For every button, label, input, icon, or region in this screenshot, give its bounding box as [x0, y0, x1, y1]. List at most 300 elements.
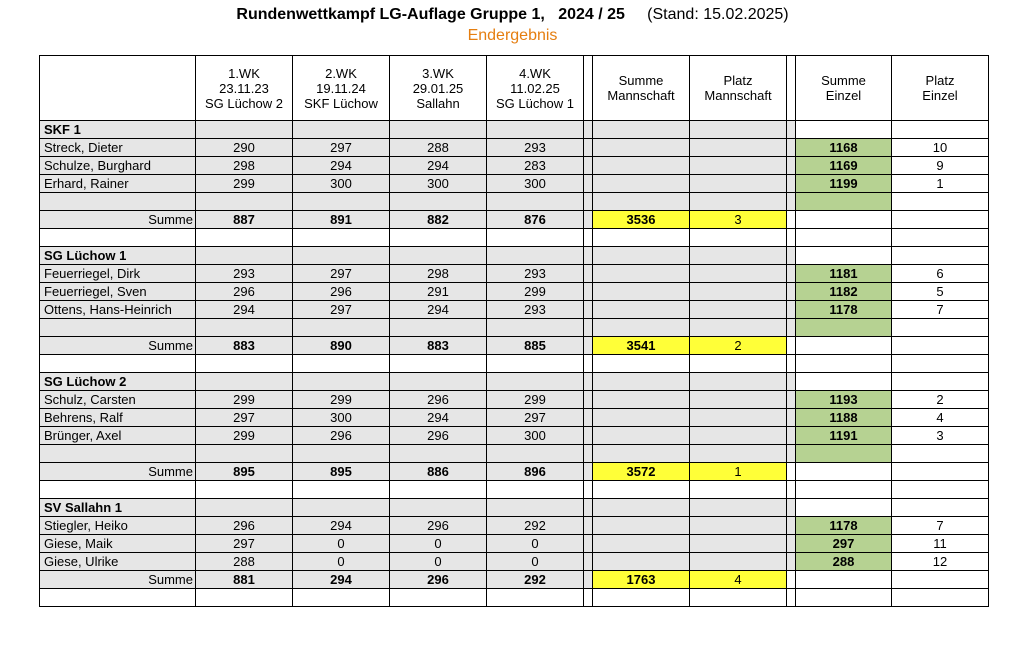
- sum-cell: 895: [293, 463, 390, 481]
- score-cell: 294: [390, 409, 487, 427]
- spacer-cell: [787, 121, 796, 139]
- blank-cell: [796, 481, 892, 499]
- shooter-rank-cell: 4: [892, 409, 989, 427]
- score-cell: 293: [487, 301, 584, 319]
- blank-cell: [390, 229, 487, 247]
- stand-text: (Stand: 15.02.2025): [647, 6, 789, 23]
- team-rank-cell: [690, 373, 787, 391]
- spacer-cell: [787, 265, 796, 283]
- score-cell: 297: [196, 409, 293, 427]
- blank-cell: [293, 229, 390, 247]
- score-cell: 291: [390, 283, 487, 301]
- shooter-name: Erhard, Rainer: [40, 175, 196, 193]
- shooter-rank-cell: 9: [892, 157, 989, 175]
- score-cell: [196, 247, 293, 265]
- score-cell: 298: [390, 265, 487, 283]
- team-total-cell: [593, 427, 690, 445]
- spacer-cell: [584, 319, 593, 337]
- spacer-cell: [787, 571, 796, 589]
- score-cell: 297: [293, 139, 390, 157]
- team-total-cell: [593, 157, 690, 175]
- header-empty-cell: [40, 56, 196, 121]
- shooter-rank-cell: 6: [892, 265, 989, 283]
- blank-cell: [593, 589, 690, 607]
- blank-cell: [390, 589, 487, 607]
- spacer-cell: [584, 499, 593, 517]
- blank-row: [40, 319, 989, 337]
- sum-cell: 882: [390, 211, 487, 229]
- team-rank-cell: [690, 247, 787, 265]
- score-cell: 293: [487, 139, 584, 157]
- spacer-cell: [584, 427, 593, 445]
- team-total-cell: [593, 535, 690, 553]
- team-total-cell: 3572: [593, 463, 690, 481]
- blank-cell: [487, 355, 584, 373]
- header-platz-einzel: Platz Einzel: [892, 56, 989, 121]
- team-header-row: [40, 247, 989, 265]
- score-cell: [196, 121, 293, 139]
- sum-cell: 292: [487, 571, 584, 589]
- spacer-cell: [787, 409, 796, 427]
- team-total-cell: [593, 409, 690, 427]
- team-total-cell: [593, 391, 690, 409]
- shooter-name: Streck, Dieter: [40, 139, 196, 157]
- blank-cell: [690, 229, 787, 247]
- shooter-total-cell: 288: [796, 553, 892, 571]
- blank-cell: [690, 355, 787, 373]
- shooter-total-cell: 1191: [796, 427, 892, 445]
- team-rank-cell: [690, 535, 787, 553]
- header-platz-mannschaft: Platz Mannschaft: [690, 56, 787, 121]
- blank-cell: [796, 571, 892, 589]
- score-cell: 0: [293, 553, 390, 571]
- shooter-row: [40, 517, 989, 535]
- blank-cell: [892, 211, 989, 229]
- team-sum-row: [40, 337, 989, 355]
- blank-cell: [796, 355, 892, 373]
- header-wk-1: 1.WK 23.11.23 SG Lüchow 2: [196, 56, 293, 121]
- blank-cell: [293, 589, 390, 607]
- score-cell: 298: [196, 157, 293, 175]
- score-cell: 296: [390, 391, 487, 409]
- sum-label: Summe: [40, 571, 196, 589]
- blank-cell: [892, 481, 989, 499]
- sum-cell: 883: [390, 337, 487, 355]
- shooter-name: Feuerriegel, Sven: [40, 283, 196, 301]
- team-rank-cell: [690, 427, 787, 445]
- score-cell: [487, 499, 584, 517]
- sum-cell: 886: [390, 463, 487, 481]
- spacer-cell: [584, 175, 593, 193]
- shooter-name: Feuerriegel, Dirk: [40, 265, 196, 283]
- team-rank-cell: 2: [690, 337, 787, 355]
- spacer-cell: [584, 157, 593, 175]
- blank-cell: [796, 337, 892, 355]
- score-cell: 294: [390, 157, 487, 175]
- shooter-rank-cell: 2: [892, 391, 989, 409]
- shooter-total-cell: 1168: [796, 139, 892, 157]
- sum-cell: 881: [196, 571, 293, 589]
- shooter-row: [40, 175, 989, 193]
- sum-cell: 296: [390, 571, 487, 589]
- spacer-cell: [787, 499, 796, 517]
- score-cell: 296: [196, 517, 293, 535]
- spacer-cell: [787, 193, 796, 211]
- spacer-cell: [584, 553, 593, 571]
- score-cell: 299: [196, 427, 293, 445]
- spacer-cell: [787, 319, 796, 337]
- shooter-rank-cell: 7: [892, 301, 989, 319]
- team-total-cell: [593, 121, 690, 139]
- shooter-total-cell: 1181: [796, 265, 892, 283]
- blank-cell: [390, 355, 487, 373]
- score-cell: 297: [196, 535, 293, 553]
- shooter-rank-cell: 12: [892, 553, 989, 571]
- team-header-row: [40, 499, 989, 517]
- blank-cell: [487, 193, 584, 211]
- team-rank-cell: [690, 517, 787, 535]
- blank-cell: [40, 319, 196, 337]
- spacer-cell: [584, 337, 593, 355]
- team-rank-cell: 1: [690, 463, 787, 481]
- blank-cell: [293, 193, 390, 211]
- score-cell: 296: [196, 283, 293, 301]
- blank-cell: [690, 589, 787, 607]
- blank-cell: [487, 589, 584, 607]
- score-cell: 294: [196, 301, 293, 319]
- score-cell: 0: [293, 535, 390, 553]
- spacer-cell: [787, 373, 796, 391]
- score-cell: 300: [487, 175, 584, 193]
- team-rank-cell: [690, 391, 787, 409]
- spacer-cell: [584, 265, 593, 283]
- score-cell: 299: [196, 175, 293, 193]
- score-cell: 288: [196, 553, 293, 571]
- team-total-cell: 3536: [593, 211, 690, 229]
- score-cell: [390, 247, 487, 265]
- spacer-cell: [787, 427, 796, 445]
- team-rank-cell: [690, 175, 787, 193]
- shooter-rank-cell: 11: [892, 535, 989, 553]
- sum-cell: 895: [196, 463, 293, 481]
- spacer-cell: [584, 373, 593, 391]
- header-spacer: [787, 56, 796, 121]
- team-total-cell: [593, 175, 690, 193]
- team-rank-cell: [690, 121, 787, 139]
- spacer-cell: [584, 571, 593, 589]
- score-cell: 0: [390, 535, 487, 553]
- score-cell: 297: [487, 409, 584, 427]
- team-total-cell: [593, 373, 690, 391]
- team-name: SV Sallahn 1: [40, 499, 196, 517]
- sum-label: Summe: [40, 463, 196, 481]
- team-rank-cell: 4: [690, 571, 787, 589]
- blank-cell: [796, 193, 892, 211]
- spacer-cell: [787, 445, 796, 463]
- score-cell: [293, 499, 390, 517]
- blank-cell: [892, 355, 989, 373]
- shooter-total-cell: 1199: [796, 175, 892, 193]
- shooter-rank-cell: 5: [892, 283, 989, 301]
- spacer-cell: [787, 211, 796, 229]
- score-cell: [487, 247, 584, 265]
- score-cell: 300: [293, 175, 390, 193]
- team-total-cell: [593, 517, 690, 535]
- sum-cell: 294: [293, 571, 390, 589]
- score-cell: 299: [487, 283, 584, 301]
- shooter-row: [40, 391, 989, 409]
- spacer-cell: [787, 157, 796, 175]
- blank-cell: [196, 481, 293, 499]
- blank-cell: [593, 445, 690, 463]
- blank-cell: [796, 319, 892, 337]
- header-spacer: [584, 56, 593, 121]
- blank-cell: [787, 355, 796, 373]
- sum-cell: 876: [487, 211, 584, 229]
- shooter-total-cell: [796, 121, 892, 139]
- spacer-cell: [584, 121, 593, 139]
- shooter-row: [40, 301, 989, 319]
- header-wk-2: 2.WK 19.11.24 SKF Lüchow: [293, 56, 390, 121]
- blank-row: [40, 445, 989, 463]
- team-rank-cell: [690, 499, 787, 517]
- spacer-cell: [584, 211, 593, 229]
- title-text: Rundenwettkampf LG-Auflage Gruppe 1,: [236, 6, 545, 23]
- blank-cell: [196, 193, 293, 211]
- blank-cell: [293, 445, 390, 463]
- team-total-cell: [593, 247, 690, 265]
- blank-cell: [892, 589, 989, 607]
- team-rank-cell: [690, 553, 787, 571]
- shooter-rank-cell: 7: [892, 517, 989, 535]
- team-rank-cell: [690, 265, 787, 283]
- blank-cell: [892, 319, 989, 337]
- team-header-row: [40, 373, 989, 391]
- blank-cell: [593, 229, 690, 247]
- team-total-cell: [593, 139, 690, 157]
- blank-cell: [892, 229, 989, 247]
- team-total-cell: [593, 283, 690, 301]
- spacer-cell: [787, 337, 796, 355]
- shooter-rank-cell: 3: [892, 427, 989, 445]
- season-text: 2024 / 25: [558, 6, 625, 23]
- team-name: SG Lüchow 1: [40, 247, 196, 265]
- blank-cell: [892, 445, 989, 463]
- shooter-row: [40, 409, 989, 427]
- spacer-cell: [584, 247, 593, 265]
- blank-cell: [787, 589, 796, 607]
- sum-label: Summe: [40, 337, 196, 355]
- blank-cell: [390, 319, 487, 337]
- score-cell: 290: [196, 139, 293, 157]
- score-cell: 0: [390, 553, 487, 571]
- blank-cell: [584, 481, 593, 499]
- blank-cell: [196, 445, 293, 463]
- spacer-cell: [584, 283, 593, 301]
- blank-cell: [196, 319, 293, 337]
- shooter-name: Behrens, Ralf: [40, 409, 196, 427]
- score-cell: 294: [293, 517, 390, 535]
- blank-cell: [796, 211, 892, 229]
- shooter-total-cell: [796, 499, 892, 517]
- team-total-cell: [593, 499, 690, 517]
- score-cell: 297: [293, 301, 390, 319]
- blank-cell: [487, 229, 584, 247]
- blank-cell: [796, 445, 892, 463]
- score-cell: 288: [390, 139, 487, 157]
- blank-cell: [487, 481, 584, 499]
- shooter-rank-cell: [892, 499, 989, 517]
- blank-row: [40, 355, 989, 373]
- header-wk-3: 3.WK 29.01.25 Sallahn: [390, 56, 487, 121]
- blank-cell: [487, 445, 584, 463]
- blank-cell: [40, 355, 196, 373]
- sum-cell: 891: [293, 211, 390, 229]
- shooter-total-cell: 1193: [796, 391, 892, 409]
- blank-row: [40, 193, 989, 211]
- shooter-total-cell: 1169: [796, 157, 892, 175]
- blank-cell: [796, 229, 892, 247]
- spacer-cell: [584, 139, 593, 157]
- spacer-cell: [787, 301, 796, 319]
- spacer-cell: [787, 535, 796, 553]
- shooter-total-cell: 1182: [796, 283, 892, 301]
- shooter-total-cell: 1178: [796, 517, 892, 535]
- score-cell: 294: [390, 301, 487, 319]
- team-rank-cell: [690, 283, 787, 301]
- team-total-cell: [593, 265, 690, 283]
- spacer-cell: [787, 517, 796, 535]
- score-cell: 292: [487, 517, 584, 535]
- header-summe-mannschaft: Summe Mannschaft: [593, 56, 690, 121]
- score-cell: 296: [390, 427, 487, 445]
- shooter-total-cell: 1178: [796, 301, 892, 319]
- shooter-row: [40, 157, 989, 175]
- document-subtitle: Endergebnis: [467, 27, 558, 44]
- score-cell: [487, 373, 584, 391]
- blank-cell: [40, 481, 196, 499]
- header-row: [40, 56, 989, 121]
- shooter-name: Ottens, Hans-Heinrich: [40, 301, 196, 319]
- blank-cell: [584, 589, 593, 607]
- team-total-cell: 3541: [593, 337, 690, 355]
- team-total-cell: [593, 553, 690, 571]
- shooter-row: [40, 283, 989, 301]
- blank-cell: [40, 193, 196, 211]
- score-cell: 0: [487, 553, 584, 571]
- blank-cell: [593, 355, 690, 373]
- results-body: [40, 56, 989, 607]
- blank-cell: [584, 355, 593, 373]
- sum-cell: 890: [293, 337, 390, 355]
- spacer-cell: [787, 175, 796, 193]
- shooter-rank-cell: [892, 247, 989, 265]
- results-table: [39, 55, 989, 607]
- score-cell: 0: [487, 535, 584, 553]
- blank-cell: [892, 193, 989, 211]
- shooter-total-cell: 1188: [796, 409, 892, 427]
- shooter-name: Schulze, Burghard: [40, 157, 196, 175]
- team-name: SG Lüchow 2: [40, 373, 196, 391]
- shooter-name: Giese, Maik: [40, 535, 196, 553]
- blank-cell: [196, 355, 293, 373]
- team-sum-row: [40, 463, 989, 481]
- blank-cell: [796, 589, 892, 607]
- shooter-row: [40, 427, 989, 445]
- score-cell: 296: [293, 283, 390, 301]
- shooter-name: Brünger, Axel: [40, 427, 196, 445]
- shooter-row: [40, 265, 989, 283]
- score-cell: [390, 121, 487, 139]
- team-rank-cell: [690, 139, 787, 157]
- blank-cell: [196, 229, 293, 247]
- spacer-cell: [787, 139, 796, 157]
- score-cell: 297: [293, 265, 390, 283]
- blank-cell: [892, 463, 989, 481]
- spacer-cell: [787, 463, 796, 481]
- spacer-cell: [584, 391, 593, 409]
- sum-cell: 896: [487, 463, 584, 481]
- shooter-rank-cell: [892, 373, 989, 391]
- score-cell: 283: [487, 157, 584, 175]
- blank-cell: [690, 481, 787, 499]
- spacer-cell: [584, 463, 593, 481]
- blank-cell: [690, 319, 787, 337]
- shooter-row: [40, 553, 989, 571]
- blank-cell: [390, 193, 487, 211]
- blank-cell: [584, 229, 593, 247]
- shooter-total-cell: [796, 247, 892, 265]
- blank-cell: [892, 571, 989, 589]
- score-cell: [293, 373, 390, 391]
- blank-cell: [293, 319, 390, 337]
- score-cell: 296: [293, 427, 390, 445]
- blank-cell: [690, 445, 787, 463]
- spacer-cell: [584, 445, 593, 463]
- spacer-cell: [584, 301, 593, 319]
- spacer-cell: [787, 553, 796, 571]
- score-cell: 300: [487, 427, 584, 445]
- sum-label: Summe: [40, 211, 196, 229]
- team-rank-cell: [690, 409, 787, 427]
- shooter-rank-cell: [892, 121, 989, 139]
- team-total-cell: 1763: [593, 571, 690, 589]
- team-name: SKF 1: [40, 121, 196, 139]
- team-total-cell: [593, 301, 690, 319]
- blank-row: [40, 481, 989, 499]
- spacer-cell: [584, 517, 593, 535]
- team-rank-cell: [690, 301, 787, 319]
- score-cell: [196, 373, 293, 391]
- score-cell: 299: [196, 391, 293, 409]
- score-cell: 299: [293, 391, 390, 409]
- shooter-row: [40, 139, 989, 157]
- score-cell: 300: [390, 175, 487, 193]
- team-sum-row: [40, 211, 989, 229]
- score-cell: [293, 121, 390, 139]
- blank-cell: [892, 337, 989, 355]
- sum-cell: 883: [196, 337, 293, 355]
- score-cell: 296: [390, 517, 487, 535]
- blank-cell: [487, 319, 584, 337]
- score-cell: [293, 247, 390, 265]
- blank-cell: [196, 589, 293, 607]
- blank-cell: [787, 481, 796, 499]
- blank-cell: [593, 193, 690, 211]
- header-wk-4: 4.WK 11.02.25 SG Lüchow 1: [487, 56, 584, 121]
- spacer-cell: [584, 409, 593, 427]
- score-cell: 293: [196, 265, 293, 283]
